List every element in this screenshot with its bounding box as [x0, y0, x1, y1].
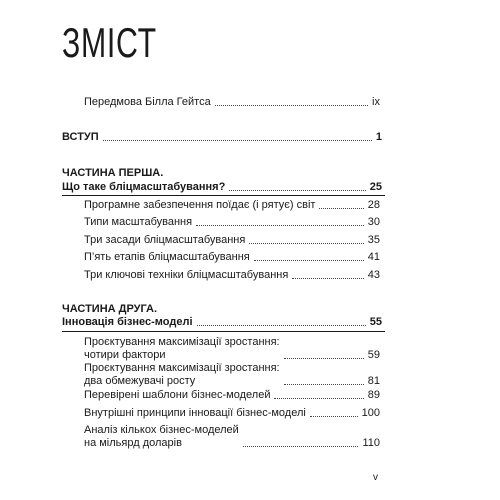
toc-entry-page: 1 [375, 131, 382, 143]
dot-leader [284, 384, 364, 385]
toc-entry-label-line-2: два обмежувачі росту [84, 375, 196, 387]
page-title: ЗМІСТ [62, 19, 157, 66]
toc-entry-page: 43 [367, 269, 380, 281]
part-1-heading: ЧАСТИНА ПЕРША. [62, 167, 164, 179]
toc-entry-page: 35 [367, 234, 380, 246]
toc-entry-label: Типи масштабування [84, 216, 193, 228]
page-number: v [373, 472, 378, 483]
dot-leader [215, 105, 368, 106]
toc-entry[interactable] [84, 362, 380, 388]
toc-entry[interactable] [84, 199, 380, 212]
dot-leader [274, 398, 363, 399]
toc-entry[interactable] [84, 251, 380, 264]
toc-entry-page: 25 [369, 181, 382, 193]
toc-entry[interactable] [84, 234, 380, 247]
toc-entry-label: Внутрішні принципи інновації бізнес-моделі [84, 407, 306, 419]
toc-entry-page: ix [372, 96, 380, 108]
toc-entry[interactable] [84, 389, 380, 402]
toc-entry-part-1[interactable] [62, 181, 382, 194]
toc-entry-label: Програмне забезпечення поїдає (і рятує) світ [84, 199, 316, 211]
dot-leader [310, 416, 358, 417]
toc-entry-label: П’ять етапів бліцмасштабування [84, 251, 250, 263]
toc-entry-label: Три ключові техніки бліцмасштабування [84, 269, 289, 281]
toc-entry-label: Інновація бізнес-моделі [62, 316, 193, 328]
toc-entry-label-line-2: на мільярд доларів [84, 437, 182, 449]
toc-entry-page: 28 [367, 199, 380, 211]
toc-entry-label: Перевірені шаблони бізнес-моделей [84, 389, 271, 401]
toc-entry-label-line-1: Проєктування максимізації зростання: [84, 336, 280, 348]
toc-entry[interactable] [84, 424, 380, 450]
toc-entry-page: 41 [367, 251, 380, 263]
toc-entry-page: 100 [361, 407, 380, 419]
part-2-heading: ЧАСТИНА ДРУГА. [62, 303, 158, 315]
toc-entry-foreword[interactable] [84, 96, 380, 109]
dot-leader [196, 225, 364, 226]
toc-entry-page: 81 [367, 375, 380, 387]
toc-entry-label-line-1: Аналіз кількох бізнес-моделей [84, 424, 239, 436]
toc-entry-page: 55 [369, 316, 382, 328]
dot-leader [197, 325, 366, 326]
dot-leader [254, 260, 364, 261]
toc-entry-label: Три засади бліцмасштабування [84, 234, 246, 246]
toc-entry-label: Що таке бліцмасштабування? [62, 181, 226, 193]
toc-entry-label-line-2: чотири фактори [84, 349, 166, 361]
dot-leader [103, 140, 372, 141]
dot-leader [284, 358, 364, 359]
dot-leader [229, 190, 365, 191]
dot-leader [243, 446, 359, 447]
toc-entry-label: ВСТУП [62, 131, 99, 143]
dot-leader [249, 243, 363, 244]
toc-entry[interactable] [84, 269, 380, 282]
part-1-rule [62, 195, 385, 196]
toc-entry-page: 59 [367, 349, 380, 361]
toc-entry-page: 110 [362, 437, 380, 449]
toc-entry-part-2[interactable] [62, 316, 382, 329]
toc-entry-page: 89 [367, 389, 380, 401]
toc-entry[interactable] [84, 336, 380, 362]
dot-leader [319, 208, 363, 209]
toc-entry-label: Передмова Білла Гейтса [84, 96, 211, 108]
toc-entry[interactable] [84, 407, 380, 420]
dot-leader [292, 278, 363, 279]
part-2-rule [62, 331, 385, 332]
toc-entry-page: 30 [367, 216, 380, 228]
toc-entry[interactable] [84, 216, 380, 229]
toc-entry-intro[interactable] [62, 131, 382, 144]
toc-entry-label-line-1: Проєктування максимізації зростання: [84, 362, 280, 374]
